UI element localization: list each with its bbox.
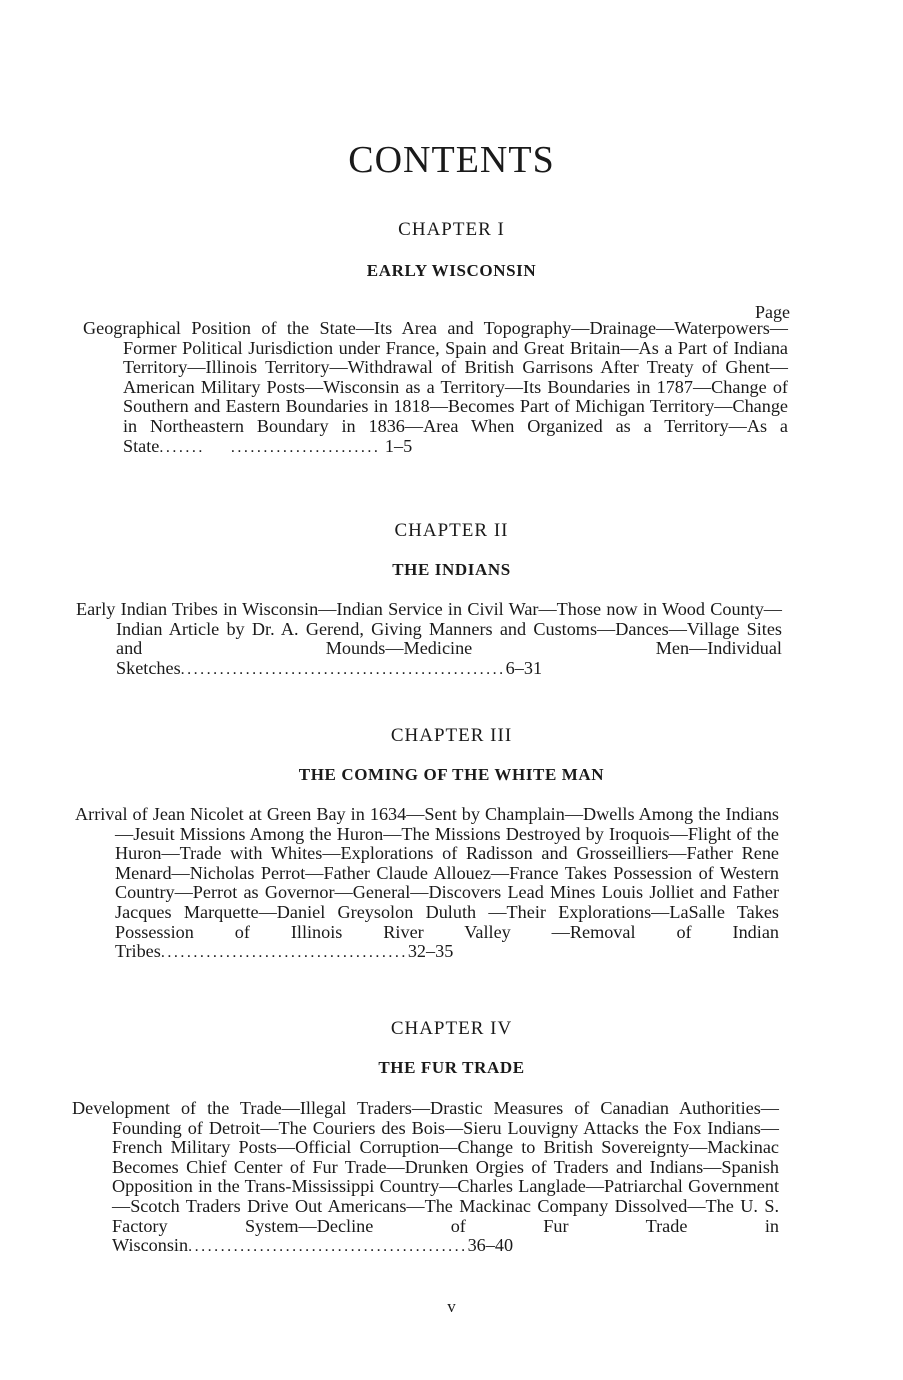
chapter-2-title: THE INDIANS xyxy=(392,560,511,579)
page-column-label: Page xyxy=(755,302,790,322)
chapter-2-pages: 6–31 xyxy=(505,657,543,678)
chapter-3-summary: Arrival of Jean Nicolet at Green Bay in 1634—Sent by Champlain—Dwells Among the Indians—Jesuit Missions Among the Huron—The Missions Destroyed by Iroquois—Flight of the Huron—Trade with Whites—Explorations of Radisson and Grosseilliers—Father Rene Menard—Nicholas Perrot—Father Claude Allouez—France Takes Possession of Western Country—Perrot as Governor—General—Discovers Lead Mines Louis Jolliet and Father Jacques Marquette—Daniel Greysolon Duluth —Their Explorations—LaSalle Takes Possession of Illinois River Valley —Removal of Indian Tribes xyxy=(75,804,779,962)
chapter-2-entry xyxy=(76,600,782,679)
chapter-1-entry xyxy=(83,319,788,457)
chapter-4-summary: Development of the Trade—Illegal Traders—Drastic Measures of Canadian Authorities—Founding of Detroit—The Couriers des Bois—Sieru Louvigny Attacks the Fox Indians—French Military Posts—Official Corruption—Change to British Sovereignty—Mackinac Becomes Chief Center of Fur Trade—Drunken Orgies of Traders and Indians—Spanish Opposition in the Trans-Mississippi Country—Charles Langlade—Patriarchal Government—Scotch Traders Drive Out Americans—The Mackinac Company Dissolved—The U. S. Factory System—Decline of Fur Trade in Wisconsin xyxy=(72,1098,779,1256)
dot-leader: ...................................... xyxy=(160,944,408,962)
page-title: CONTENTS xyxy=(348,139,555,181)
dot-leader: ........................................... xyxy=(188,1238,468,1256)
dot-leader: .................................................. xyxy=(180,660,506,678)
chapter-3-entry xyxy=(75,805,779,963)
chapter-3-number: CHAPTER III xyxy=(390,725,513,746)
chapter-3-pages: 32–35 xyxy=(407,941,454,962)
dot-leader: ....... ....................... xyxy=(159,438,381,456)
chapter-4-entry xyxy=(72,1099,779,1257)
chapter-4-number: CHAPTER IV xyxy=(390,1018,513,1039)
chapter-4-title: THE FUR TRADE xyxy=(378,1058,525,1077)
chapter-1-title: EARLY WISCONSIN xyxy=(366,261,537,280)
chapter-2-summary: Early Indian Tribes in Wisconsin—Indian Service in Civil War—Those now in Wood County—Indian Article by Dr. A. Gerend, Giving Manners and Customs—Dances—Village Sites and Mounds—Medicine Men—Individual Sketches xyxy=(76,599,782,678)
chapter-3-title: THE COMING OF THE WHITE MAN xyxy=(298,765,605,784)
page-folio: v xyxy=(447,1297,456,1316)
chapter-4-pages: 36–40 xyxy=(467,1235,514,1256)
chapter-1-pages: 1–5 xyxy=(384,435,413,456)
chapter-1-number: CHAPTER I xyxy=(398,219,505,240)
chapter-1-summary: Geographical Position of the State—Its Area and Topography—Drainage—Waterpowers—Former Political Jurisdiction under France, Spain and Great Britain—As a Part of Indiana Territory—Illinois Territory—Withdrawal of British Garrisons After Treaty of Ghent—American Military Posts—Wisconsin as a Territory—Its Boundaries in 1787—Change of Southern and Eastern Boundaries in 1818—Becomes Part of Michigan Territory—Change in Northeastern Boundary in 1836—Area When Organized as a Territory—As a State xyxy=(83,318,788,456)
chapter-2-number: CHAPTER II xyxy=(394,520,509,541)
